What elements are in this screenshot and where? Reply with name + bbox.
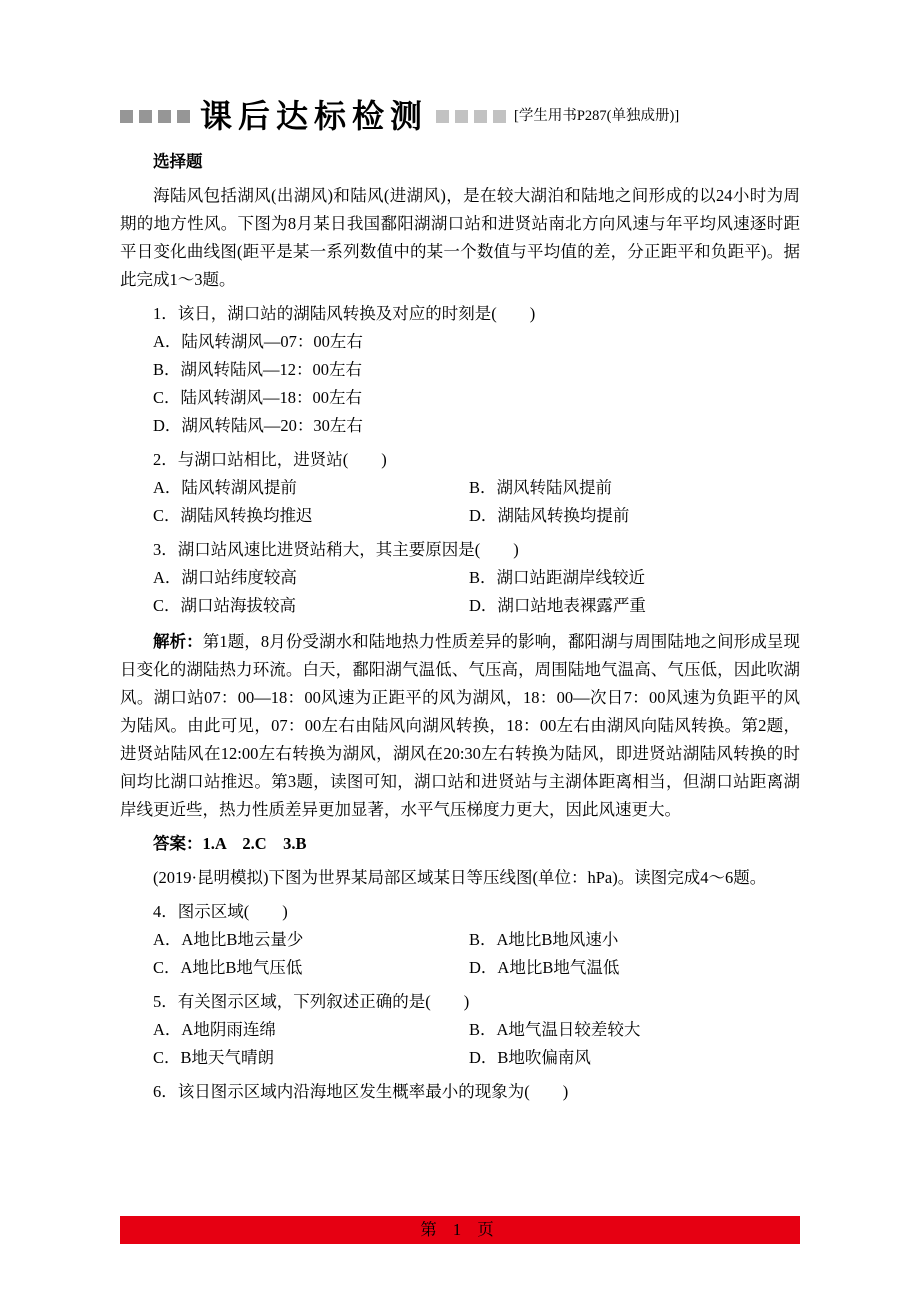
question-2-options-row-1 (120, 474, 800, 502)
answers-values: 1.A 2.C 3.B (202, 834, 307, 853)
question-5-option-a: A．A地阴雨连绵 (153, 1020, 276, 1039)
question-5-option-c: C．B地天气晴朗 (153, 1048, 275, 1067)
question-2-options-row-2 (120, 502, 800, 530)
question-3-stem: 3．湖口站风速比进贤站稍大，其主要原因是( ) (153, 540, 519, 559)
question-4-option-b: B．A地比B地风速小 (469, 930, 619, 949)
decor-square (158, 110, 171, 123)
decor-square (139, 110, 152, 123)
question-5-option-d: D．B地吹偏南风 (469, 1048, 591, 1067)
answers-label: 答案： (153, 834, 203, 853)
question-4-stem: 4．图示区域( ) (153, 902, 288, 921)
question-3-options-row-1 (120, 564, 800, 592)
question-2-option-b: B．湖风转陆风提前 (469, 478, 613, 497)
question-6 (120, 1078, 800, 1106)
question-2-option-d: D．湖陆风转换均提前 (469, 506, 630, 525)
question-3-option-d: D．湖口站地表裸露严重 (469, 596, 646, 615)
question-5-options-row-1 (120, 1016, 800, 1044)
analysis-text: 第1题，8月份受湖水和陆地热力性质差异的影响，鄱阳湖与周围陆地之间形成呈现日变化的湖陆热力环流。白天，鄱阳湖气温低、气压高，周围陆地气温高、气压低，因此吹湖风。湖口站07：00—18：00风速为正距平的风为湖风，18：00—次日7：00风速为负距平的风为陆风。由此可见，07：00左右由陆风向湖风转换，18：00左右由湖风向陆风转换。第2题，进贤站陆风在12:00左右转换为湖风，湖风在20:30左右转换为陆风，即进贤站湖陆风转换的时间均比湖口站推迟。第3题，读图可知，湖口站和进贤站与主湖体距离相当，但湖口站距离湖岸线更近些，热力性质差异更加显著，水平气压梯度力更大，因此风速更大。 (120, 632, 801, 819)
question-1-stem: 1．该日，湖口站的湖陆风转换及对应的时刻是( ) (153, 304, 536, 323)
worksheet-page (120, 96, 800, 1106)
intro-paragraph-1: 海陆风包括湖风(出湖风)和陆风(进湖风)，是在较大湖泊和陆地之间形成的以24小时为周期的地方性风。下图为8月某日我国鄱阳湖湖口站和进贤站南北方向风速与年平均风速逐时距平日变化曲线图(距平是某一系列数值中的某一个数值与平均值的差，分正距平和负距平)。据此完成1～3题。 (120, 186, 800, 289)
question-1-option-a: A．陆风转湖风—07：00左右 (153, 332, 363, 351)
question-3-options-row-2 (120, 592, 800, 620)
question-1 (120, 300, 800, 440)
decor-square (474, 110, 487, 123)
question-5-options-row-2 (120, 1044, 800, 1072)
question-3 (120, 536, 800, 620)
decor-squares-right (436, 110, 512, 123)
question-3-option-a: A．湖口站纬度较高 (153, 568, 297, 587)
question-4 (120, 898, 800, 982)
question-6-stem: 6．该日图示区域内沿海地区发生概率最小的现象为( ) (153, 1082, 569, 1101)
student-book-ref: [学生用书P287(单独成册)] (514, 108, 680, 124)
question-1-option-c: C．陆风转湖风—18：00左右 (153, 388, 363, 407)
question-5-stem: 5．有关图示区域，下列叙述正确的是( ) (153, 992, 470, 1011)
question-2-stem: 2．与湖口站相比，进贤站( ) (153, 450, 387, 469)
question-4-options-row-2 (120, 954, 800, 982)
page-number-label: 第 1 页 (420, 1220, 500, 1239)
question-2-option-c: C．湖陆风转换均推迟 (153, 506, 313, 525)
question-5 (120, 988, 800, 1072)
question-4-options-row-1 (120, 926, 800, 954)
analysis-label: 解析： (153, 632, 203, 651)
question-3-option-c: C．湖口站海拔较高 (153, 596, 297, 615)
decor-square (177, 110, 190, 123)
decor-square (120, 110, 133, 123)
page-header (120, 96, 800, 136)
question-3-option-b: B．湖口站距湖岸线较近 (469, 568, 646, 587)
page-title: 课后达标检测 (200, 98, 429, 134)
decor-square (436, 110, 449, 123)
analysis-paragraph (120, 628, 800, 824)
decor-squares-left (120, 110, 196, 123)
question-2-option-a: A．陆风转湖风提前 (153, 478, 297, 497)
question-4-option-c: C．A地比B地气压低 (153, 958, 303, 977)
question-4-option-d: D．A地比B地气温低 (469, 958, 620, 977)
question-1-option-b: B．湖风转陆风—12：00左右 (153, 360, 363, 379)
section-label: 选择题 (153, 152, 203, 171)
intro-paragraph-2: (2019·昆明模拟)下图为世界某局部区域某日等压线图(单位：hPa)。读图完成4～6题。 (153, 868, 767, 887)
page-footer (120, 1216, 800, 1244)
question-4-option-a: A．A地比B地云量少 (153, 930, 304, 949)
question-2 (120, 446, 800, 530)
decor-square (455, 110, 468, 123)
decor-square (493, 110, 506, 123)
question-5-option-b: B．A地气温日较差较大 (469, 1020, 641, 1039)
answers-line (120, 830, 800, 858)
question-1-option-d: D．湖风转陆风—20：30左右 (153, 416, 363, 435)
